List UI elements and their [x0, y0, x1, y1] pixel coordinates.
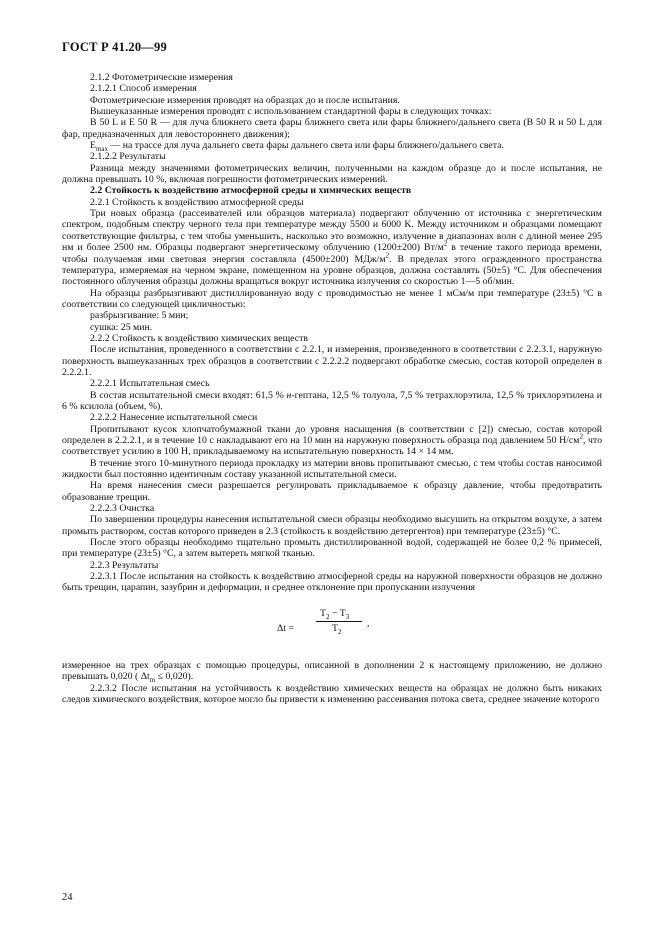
- paragraph: 2.2.3.2 После испытания на устойчивость к воздействию химических веществ на образцах не должно быть никаких следов химического воздействия, которое могло бы привести к изменению рассеивания потока света, среднее значение которого: [62, 682, 602, 705]
- emax-symbol: E: [90, 140, 96, 152]
- paragraph-text: — на трассе для луча дальнего света фары дальнего света или фары ближнего/дальнего света.: [108, 140, 504, 152]
- paragraph-text: в течение такого периода времени, чтобы получаемая ими световая энергия составляла (4500±200) МДж/м: [62, 242, 602, 265]
- paragraph-text: . В пределах этого огражденного пространства температура, измеряемая на черном экране, помещенном на уровне образцов, должна составлять (50±5) °С. Для обеспечения постоянного облучения образцы должны вращаться вокруг источника излучения со скоростью 1—5 об/мин.: [62, 253, 603, 288]
- emax-subscript: max: [95, 145, 109, 154]
- document-header: ГОСТ Р 41.20—99: [62, 40, 167, 54]
- formula-lhs: Δt =: [277, 622, 294, 634]
- paragraph: В течение этого 10-минутного периода прокладку из материи вновь пропитывают смесью, с тем чтобы состав наносимой жидкости был постоянно идентичным составу указанной испытательной смеси.: [62, 457, 602, 481]
- paragraph: [62, 208, 602, 287]
- paragraph: По завершении процедуры нанесения испытательной смеси образцы необходимо высушить на открытом воздухе, а затем промыть раствором, состав которого приведен в 2.3 (стойкость к воздействию детергентов) при температуре (23±5) °С.: [62, 514, 602, 537]
- formula-comma: ,: [367, 617, 370, 629]
- section-heading: 2.1.2.2 Результаты: [90, 151, 166, 163]
- section-heading: 2.1.2 Фотометрические измерения: [90, 72, 233, 83]
- section-heading: 2.2.2 Стойкость к воздействию химических веществ: [90, 332, 309, 344]
- formula-subscript: 2: [337, 627, 342, 636]
- paragraph-text: измеренное на трех образцах с помощью процедуры, описанной в дополнении 2 к настоящему приложению, не должно превышать 0,020 ( Δt: [62, 659, 602, 683]
- section-heading-bold: 2.2 Стойкость к воздействию атмосферной среды и химических веществ: [90, 185, 412, 197]
- formula-subscript: 3: [345, 612, 350, 621]
- list-item: разбрызгивание: 5 мин;: [90, 310, 189, 322]
- paragraph-text: , что соответствует усилию в 100 Н, прикладываемому на испытательную поверхность 14 × 14 мм.: [62, 435, 602, 458]
- paragraph-text: В состав испытательной смеси входят: 61,5 %: [90, 389, 287, 401]
- page-number: 24: [62, 892, 73, 903]
- formula-subscript: 2: [325, 612, 330, 621]
- section-heading: 2.2.2.2 Нанесение испытательной смеси: [90, 412, 258, 424]
- formula-symbol: − T: [329, 607, 346, 619]
- italic-text: н: [286, 389, 292, 401]
- formula: [62, 608, 602, 652]
- paragraph-text: ≤ 0,020).: [155, 671, 194, 683]
- subscript: m: [149, 676, 156, 685]
- paragraph-text: -гептана, 12,5 % толуола, 7,5 % тетрахлорэтила, 12,5 % трихлорэтилена и 6 % ксилола (объем, %).: [62, 389, 602, 412]
- formula-symbol: T: [320, 607, 326, 619]
- paragraph: На время нанесения смеси разрешается регулировать прикладываемое к образцу давление, чтобы предотвратить образование трещин.: [62, 480, 602, 503]
- paragraph: [62, 424, 602, 458]
- document-body: [62, 72, 602, 705]
- superscript: 2: [385, 251, 390, 260]
- paragraph-text: Пропитывают кусок хлопчатобумажной ткани до уровня насыщения (в соответствии с [2]) смесью, состав которой определен в 2.2.2.1, и в течение 10 с накладывают его на 10 мин на наружную поверхность образца под давлением 50 Н/см: [62, 423, 602, 446]
- superscript: 2: [579, 432, 583, 441]
- section-heading: 2.2.2.3 Очистка: [90, 503, 155, 515]
- section-heading: 2.2.3 Результаты: [90, 559, 159, 571]
- paragraph: Разница между значениями фотометрических величин, полученными на каждом образце до и после испытания, не должна превышать 10 %, включая погрешности фотометрических измерений.: [62, 162, 602, 186]
- paragraph-text: Три новых образца (рассеивателей или образцов материала) подвергают облучению от источника с энергетическим спектром, подобным спектру черного тела при температуре между 5500 и 6000 K. Между источником и образцами помещают соответствующие фильтры, с тем чтобы уменьшить, насколько это возможно, излучение в диапазонах волн с длиной менее 295 нм и более 2500 нм. Образцы подвергают энергетическому облучению (1200±200) Вт/м: [62, 208, 602, 254]
- paragraph: На образцы разбрызгивают дистиллированную воду с проводимостью не менее 1 мСм/м при температуре (23±5) °С в соответствии со следующей цикличностью:: [62, 287, 602, 310]
- section-heading: 2.1.2.1 Способ измерения: [90, 83, 197, 95]
- section-heading: 2.2.1 Стойкость к воздействию атмосферной среды: [90, 196, 304, 208]
- formula-numerator: [320, 608, 349, 619]
- formula-symbol: T: [332, 622, 338, 634]
- paragraph: Вышеуказанные измерения проводят с использованием стандартной фары в следующих точках:: [90, 106, 492, 118]
- formula-denominator: [332, 623, 341, 634]
- paragraph: [62, 140, 602, 154]
- paragraph: B 50 L и E 50 R — для луча ближнего света фары ближнего света или фары ближнего/дальнего света (B 50 R и 50 L для фар, предназначенных для левостороннего движения);: [62, 117, 602, 140]
- superscript: 2: [443, 239, 448, 248]
- paragraph: Фотометрические измерения проводят на образцах до и после испытания.: [90, 94, 400, 106]
- paragraph: [62, 390, 602, 413]
- list-item: сушка: 25 мин.: [90, 321, 153, 333]
- fraction-bar: [316, 621, 362, 622]
- paragraph: 2.2.3.1 После испытания на стойкость к воздействию атмосферной среды на наружной поверхности образцов не должно быть трещин, царапин, зазубрин и деформации, и среднее отклонение при пропускании излучения: [62, 571, 602, 594]
- section-heading: 2.2.2.1 Испытательная смесь: [90, 378, 210, 390]
- paragraph: После испытания, проведенного в соответствии с 2.2.1, и измерения, произведенного в соответствии с 2.2.3.1, наружную поверхность вышеуказанных трех образцов в соответствии с 2.2.2.2 подвергают обработке смесью, состав которой определен в 2.2.2.1.: [62, 344, 602, 378]
- paragraph: [62, 660, 602, 683]
- paragraph: После этого образцы необходимо тщательно промыть дистиллированной водой, содержащей не более 0,2 % примесей, при температуре (23±5) °С, а затем вытереть мягкой тканью.: [62, 537, 602, 560]
